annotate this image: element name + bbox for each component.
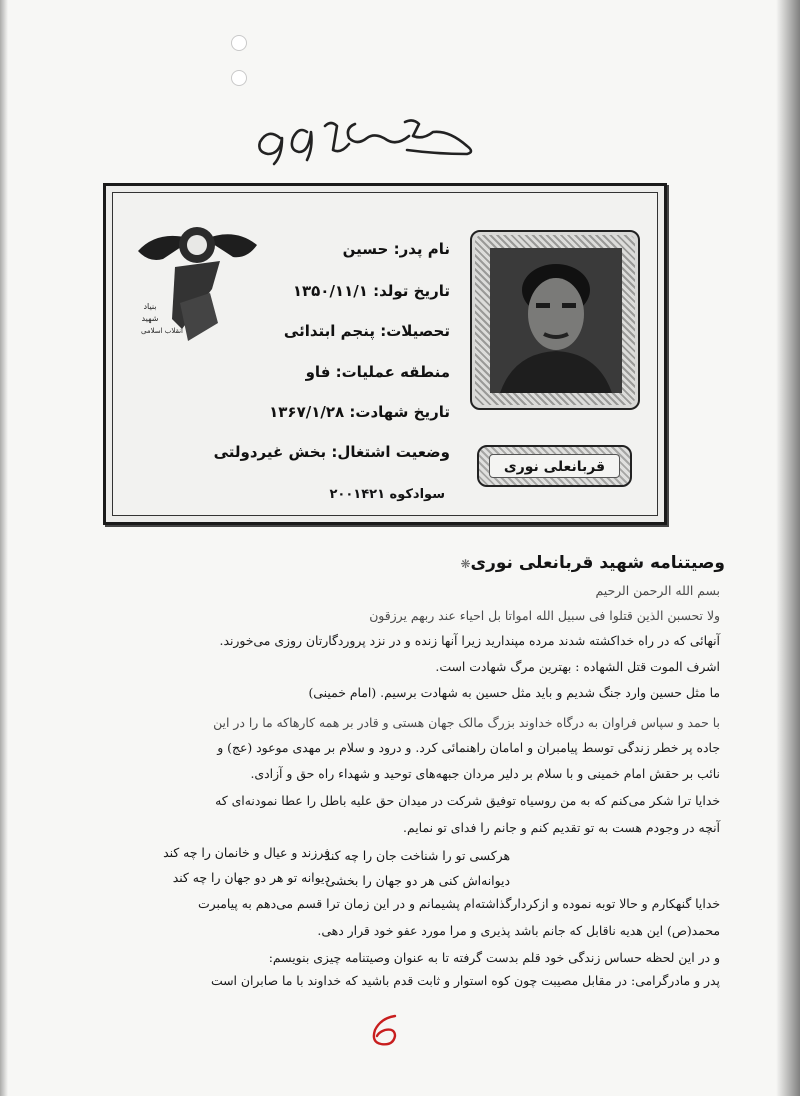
martyr-name: قربانعلی نوری [489,454,620,478]
will-line: ولا تحسبن الذین قتلوا فی سبیل الله امواتا بل احیاء عند ربهم یرزقون [369,608,720,623]
poem-verse: دیوانه‌اش کنی هر دو جهان را بخشی [325,873,510,888]
punch-hole [231,70,247,86]
father-name: نام پدر: حسین [342,240,450,258]
scan-shadow-right [776,0,800,1096]
poem-verse: دیوانه تو هر دو جهان را چه کند [172,870,330,885]
portrait-drawing [490,248,622,393]
will-title [456,553,725,573]
employment-status: وضعیت اشتغال: بخش غیردولتی [213,443,450,461]
martyr-portrait-photo [490,248,622,393]
logo-text-line: بنیاد [143,302,157,311]
martyr-name-box [477,445,632,487]
red-page-number-mark [365,1010,405,1050]
will-line: و در این لحظه حساس زندگی خود قلم بدست گرفته تا به عنوان وصیتنامه چیزی بنویسم: [268,950,720,965]
handwritten-file-number [255,108,495,173]
logo-text-line: انقلاب اسلامی [141,327,183,335]
will-line: محمد(ص) این هدیه ناقابل که جانم باشد پذیری و مرا مورد عفو خود قرار دهی. [317,923,720,938]
martyrdom-date: تاریخ شهادت: ۱۳۶۷/۱/۲۸ [269,403,450,421]
will-line: بسم الله الرحمن الرحیم [595,583,720,598]
city-and-code: سوادکوه ۲۰۰۱۴۲۱ [329,487,445,502]
bullet-star-icon: ❋ [460,557,471,571]
will-line: با حمد و سپاس فراوان به درگاه خداوند بزرگ مالک جهان هستی و قادر بر همه کارهاکه ما را در این [213,715,720,730]
card-info-block [190,240,450,470]
will-line: آنچه در وجودم هست به تو تقدیم کنم و جانم را فدای تو نمایم. [403,820,720,835]
poem-verse: هرکسی تو را شناخت جان را چه کند [324,848,510,863]
page-mark-text: 6 [365,1010,366,1011]
operation-area: منطقه عملیات: فاو [305,363,450,381]
will-line: ما مثل حسین وارد جنگ شدیم و باید مثل حسین به شهادت برسیم. (امام خمینی) [308,685,720,700]
scan-shadow-left [0,0,8,1096]
will-line: پدر و مادرگرامی: در مقابل مصیبت چون کوه استوار و ثابت قدم باشید که خداوند با ما صابران است [210,973,720,988]
will-line: خدایا گنهکارم و حالا توبه نموده و ازکردارگذاشته‌ام پشیمانم و در این زمان ترا قسم می‌دهم به پیامبرت [198,896,720,911]
will-line: خدایا ترا شکر می‌کنم که به من روسیاه توفیق شرکت در میدان حق علیه باطل را عطا نمودنه‌ای که [215,793,720,808]
will-title-text: وصیتنامه شهید قربانعلی نوری [470,553,725,573]
will-line: جاده پر خطر زندگی توسط پیامبران و امامان راهنمائی کرد. و درود و سلام بر مهدی موعود (عج) و [217,740,720,755]
education: تحصیلات: پنجم ابتدائی [283,322,450,340]
logo-text-line: شهید [141,314,159,323]
photo-frame [470,230,640,410]
birth-date: تاریخ تولد: ۱۳۵۰/۱۱/۱ [292,282,450,300]
will-line: آنهائی که در راه خداکشته شدند مرده مپندارید زیرا آنها زنده و در نزد پروردگارتان روزی می‌خورند. [219,633,720,648]
punch-hole [231,35,247,51]
poem-verse: فرزند و عیال و خانمان را چه کند [163,845,330,860]
will-line: اشرف الموت قتل الشهاده : بهترین مرگ شهادت است. [435,659,720,674]
will-line: نائب بر حقش امام خمینی و با سلام بر دلیر مردان جبهه‌های توحید و شهداء راه حق و آزادی. [250,766,720,781]
